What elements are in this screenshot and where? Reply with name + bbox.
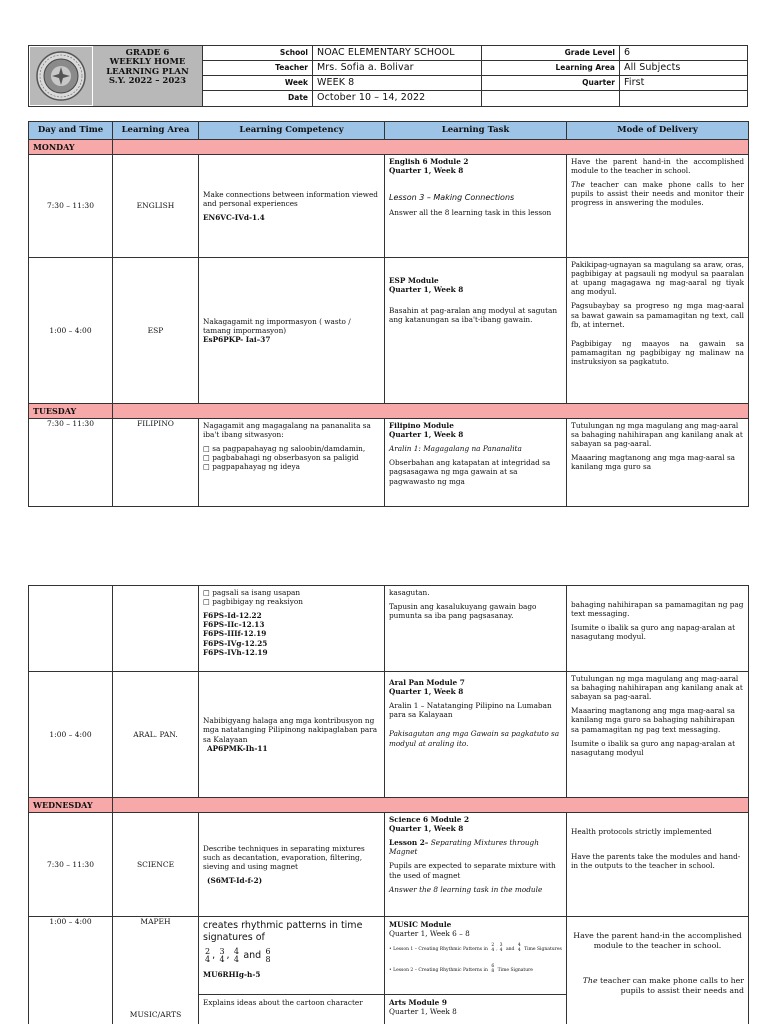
mode-text: Health protocols strictly implemented xyxy=(571,827,712,836)
task-lesson: Lesson 3 – Making Connections xyxy=(389,193,515,203)
lesson-text: Lesson 1 – Creating Rhythmic Patterns in xyxy=(393,947,488,953)
mode-text xyxy=(571,180,744,207)
mode-cell xyxy=(567,155,749,258)
date-value: October 10 – 14, 2022 xyxy=(313,91,482,106)
plan-line: WEEKLY HOME xyxy=(109,57,186,68)
task-cell xyxy=(385,419,567,507)
col-learning-task: Learning Task xyxy=(385,122,567,140)
competency-code: (S6MT-Id-f-2) xyxy=(207,876,263,886)
competency-text: Explains ideas about the cartoon character xyxy=(203,998,363,1007)
task-text: Obserbahan ang katapatan at integridad sa pagsasagawa ng mga gawain at sa pagwawasto ng mga xyxy=(389,458,551,486)
mode-text: Have the parent hand-in the accomplished module to the teacher in school. xyxy=(571,157,744,176)
competency-code: EN6VC-IVd-1.4 xyxy=(203,213,265,223)
time-cell: 7:30 – 11:30 xyxy=(29,813,113,917)
sig-top: 6 xyxy=(265,946,271,956)
table-row xyxy=(29,419,749,507)
area-label-2: MUSIC/ARTS xyxy=(129,1010,182,1020)
mode-text: Maaaring magtanong ang mga mag-aaral sa kanilang mga guro sa bahaging nahihirapan sa pamamagitan ng pag text messaging. xyxy=(571,706,736,734)
mode-text: Have the parent hand-in the accomplished module to the teacher in school. xyxy=(573,931,742,950)
task-subtitle: Quarter 1, Week 8 xyxy=(389,430,464,440)
task-cell xyxy=(385,813,567,917)
table-row xyxy=(29,586,749,672)
sig-top: 2 xyxy=(205,946,211,956)
mode-text: Pakikipag-ugnayan sa magulang sa araw, oras, pagbibigay at pagsauli ng modyul sa paaralan at upang magagawa ng mag-aaral ng tiyak ang modyul. xyxy=(571,260,744,297)
competency-text: Describe techniques in separating mixtures such as decantation, evaporation, filtering, sieving and using magnet xyxy=(203,843,365,871)
quarter-label: Quarter xyxy=(482,76,620,91)
area-value: All Subjects xyxy=(620,61,747,76)
competency-cell xyxy=(199,258,385,404)
mode-cell xyxy=(567,813,749,917)
time-signatures: 2 4 , 3 4 , 4 4 and 6 8 xyxy=(205,946,271,964)
mode-text: Isumite o ibalik sa guro ang napag-aralan at nasagutang modyul xyxy=(571,738,736,757)
mode-text: Isumite o ibalik sa guro ang napag-aralan at nasagutang modyul. xyxy=(571,623,736,642)
task-text: Pakisagutan ang mga Gawain sa pagkatuto sa modyul at araling ito. xyxy=(389,729,560,748)
mode-text: Have the parents take the modules and hand-in the outputs to the teacher in school. xyxy=(571,852,741,871)
plan-table-page-2 xyxy=(28,585,749,1024)
day-label: TUESDAY xyxy=(29,404,113,419)
task-subtitle: Quarter 1, Week 6 – 8 xyxy=(389,929,470,939)
sig-top: 4 xyxy=(233,946,239,956)
mode-cell xyxy=(567,586,749,672)
day-band xyxy=(113,798,749,813)
music-competency xyxy=(199,917,384,995)
plan-line: GRADE 6 xyxy=(125,48,170,58)
competency-text: Nabibigyang halaga ang mga kontribusyon ng mga natatanging Pilipinong nakipaglaban para sa Kalayaan xyxy=(203,716,378,744)
day-label: WEDNESDAY xyxy=(29,798,113,813)
sig-top: 4 xyxy=(517,943,521,949)
sig-top: 3 xyxy=(499,943,503,949)
day-row-monday xyxy=(29,140,749,155)
time-signature xyxy=(266,948,271,964)
time-cell: 1:00 – 4:00 xyxy=(29,672,113,798)
mode-text: Pagsubaybay sa progreso ng mga mag-aaral sa bawat gawain sa pamamagitan ng text, call fb, at internet. xyxy=(571,301,744,329)
day-band xyxy=(113,404,749,419)
mode-text-italic: The xyxy=(582,976,598,986)
area-cell: ESP xyxy=(113,258,199,404)
date-label: Date xyxy=(203,91,313,106)
grade-value: 6 xyxy=(620,46,747,61)
mode-text-rest: teacher can make phone calls to her pupils to assist their needs and xyxy=(597,976,744,996)
competency-code: F6PS-IIIf-12.19 xyxy=(203,629,267,639)
time-signature xyxy=(491,965,494,974)
col-day-time: Day and Time xyxy=(29,122,113,140)
area-cell xyxy=(113,917,199,1024)
task-title: English 6 Module 2 xyxy=(389,157,469,166)
table-row xyxy=(29,258,749,404)
area-cell: FILIPINO xyxy=(113,419,199,507)
competency-cell xyxy=(199,419,385,507)
plan-table-page-1 xyxy=(28,121,749,507)
task-subtitle: Quarter 1, Week 8 xyxy=(389,166,464,176)
mode-text: bahaging nahihirapan sa pamamagitan ng pag text messaging. xyxy=(571,600,744,619)
lesson-text: Lesson 2 – Creating Rhythmic Patterns in xyxy=(393,968,488,974)
task-text: Tapusin ang kasalukuyang gawain bago pumunta sa iba pang pagsasanay. xyxy=(389,602,537,621)
time-cell: 7:30 – 11:30 xyxy=(29,419,113,507)
time-signature xyxy=(205,948,210,964)
task-title: Aral Pan Module 7 xyxy=(389,678,465,687)
competency-item-text: pagsali sa isang usapan xyxy=(212,588,301,597)
quarter-value: First xyxy=(620,76,747,91)
area-cell xyxy=(113,586,199,672)
blank-value xyxy=(620,91,747,106)
competency-item: □ pagpapahayag ng ideya xyxy=(203,462,300,472)
competency-code: F6PS-IIc-12.13 xyxy=(203,620,265,630)
sig-and: and xyxy=(243,949,262,961)
task-cell xyxy=(385,258,567,404)
mode-text: Tutulungan ng mga magulang ang mag-aaral sa bahaging nahihirapan ang kanilang anak at sabayan sa pag-aaral. xyxy=(571,421,743,449)
teacher-label: Teacher xyxy=(203,61,313,76)
mode-text: Pagbibigay ng maayos na gawain sa pamamagitan ng pagbibigay ng malinaw na instruksiyon sa pagkatuto. xyxy=(571,338,744,366)
teacher-value: Mrs. Sofia a. Bolivar xyxy=(313,61,482,76)
mode-text-rest: teacher can make phone calls to her pupils to assist their needs and monitor their progress in answering the modules. xyxy=(571,180,744,208)
plan-line: S.Y. 2022 – 2023 xyxy=(108,76,187,87)
sig-top: 2 xyxy=(491,943,495,949)
area-label: Learning Area xyxy=(482,61,620,76)
time-signature xyxy=(518,944,521,953)
sig-bottom: 8 xyxy=(265,954,271,964)
task-subtitle: Quarter 1, Week 8 xyxy=(389,1007,457,1017)
mode-cell xyxy=(567,917,749,1024)
task-text: Pupils are expected to separate mixture with the used of magnet xyxy=(389,861,556,880)
competency-item-text: pagbabahagi ng obserbasyon sa paligid xyxy=(212,453,359,463)
area-cell: SCIENCE xyxy=(113,813,199,917)
competency-text: Nakagagamit ng impormasyon ( wasto / tamang impormasyon) xyxy=(203,316,351,335)
task-lesson-number: Lesson 2– xyxy=(389,838,429,848)
task-subtitle: Quarter 1, Week 8 xyxy=(389,285,464,295)
music-lesson-1: • Lesson 1 – Creating Rhythmic Patterns in 2 4 , 3 4 and 4 4 Time Signatures xyxy=(389,943,562,953)
task-subtitle: Quarter 1, Week 8 xyxy=(389,824,464,834)
competency-item: □ pagsali sa isang usapan xyxy=(203,588,301,597)
col-learning-area: Learning Area xyxy=(113,122,199,140)
task-title: MUSIC Module xyxy=(389,920,452,929)
sig-bottom: 4 xyxy=(205,954,211,964)
deped-seal-icon xyxy=(35,50,87,102)
time-cell: 1:00 – 4:00 xyxy=(29,258,113,404)
competency-code: F6PS-Id-12.22 xyxy=(203,611,262,621)
day-band xyxy=(113,140,749,155)
table-row xyxy=(29,813,749,917)
competency-cell xyxy=(199,672,385,798)
music-lesson-2: • Lesson 2 – Creating Rhythmic Patterns in 6 8 Time Signature xyxy=(389,964,533,974)
task-text: Answer the 8 learning task in the module xyxy=(389,884,543,894)
table-row xyxy=(29,672,749,798)
task-lesson xyxy=(389,838,562,856)
competency-code: EsP6PKP- Iai–37 xyxy=(203,335,271,345)
time-signature xyxy=(491,944,494,953)
sig-bottom: 4 xyxy=(491,947,495,953)
task-cell xyxy=(385,917,567,1024)
task-title: ESP Module xyxy=(389,276,439,285)
competency-text: Nagagamit ang magagalang na pananalita sa iba't ibang sitwasyon: xyxy=(203,421,371,440)
competency-text: Make connections between information viewed and personal experiences xyxy=(203,189,378,208)
mode-cell xyxy=(567,672,749,798)
task-lesson-title: Separating Mixtures through Magnet xyxy=(389,838,539,857)
mode-text: Maaaring magtanong ang mga mag-aaral sa kanilang mga guro sa xyxy=(571,453,736,472)
competency-item: □ pagbibigay ng reaksiyon xyxy=(203,597,303,607)
sig-bottom: 4 xyxy=(499,947,503,953)
competency-item-text: pagbibigay ng reaksiyon xyxy=(212,597,303,607)
blank-label xyxy=(482,91,620,106)
task-cell xyxy=(385,586,567,672)
task-cell xyxy=(385,155,567,258)
competency-item: □ pagbabahagi ng obserbasyon sa paligid xyxy=(203,453,359,463)
table-row xyxy=(29,917,749,1024)
plan-title xyxy=(93,46,203,106)
time-signature xyxy=(219,948,224,964)
document-page-2 xyxy=(0,585,768,1024)
table-row xyxy=(29,155,749,258)
mode-text: Tutulungan ng mga magulang ang mag-aaral sa bahaging nahihirapan ang kanilang anak at sabayan sa pag-aaral. xyxy=(571,674,743,702)
school-value: NOAC ELEMENTARY SCHOOL xyxy=(313,46,482,61)
time-cell xyxy=(29,586,113,672)
school-label: School xyxy=(203,46,313,61)
mode-cell xyxy=(567,258,749,404)
area-label: MAPEH xyxy=(140,917,171,926)
col-mode-of-delivery: Mode of Delivery xyxy=(567,122,749,140)
lesson-end: Time Signatures xyxy=(524,947,562,953)
plan-line: LEARNING PLAN xyxy=(106,66,189,77)
time-cell: 1:00 – 4:00 xyxy=(29,917,113,1024)
area-cell: ARAL. PAN. xyxy=(113,672,199,798)
competency-text: creates rhythmic patterns in time signatures of xyxy=(203,920,363,943)
time-signature xyxy=(234,948,239,964)
sig-top: 3 xyxy=(219,946,225,956)
arts-task xyxy=(385,995,566,1019)
competency-item-text: sa pagpapahayag ng saloobin/damdamin, xyxy=(212,444,366,454)
sig-top: 6 xyxy=(491,964,495,970)
competency-code: F6PS-IVg-12.25 xyxy=(203,638,268,648)
task-title: Science 6 Module 2 xyxy=(389,815,470,824)
sig-bottom: 4 xyxy=(233,954,239,964)
grade-label: Grade Level xyxy=(482,46,620,61)
table-header-row xyxy=(29,122,749,140)
plan-header xyxy=(28,45,748,107)
competency-cell xyxy=(199,586,385,672)
music-task xyxy=(385,917,566,995)
competency-code: F6PS-IVh-12.19 xyxy=(203,647,268,657)
task-lesson: Aralin 1: Magagalang na Pananalita xyxy=(389,444,522,454)
task-title: Arts Module 9 xyxy=(389,998,447,1007)
competency-cell xyxy=(199,917,385,1024)
competency-code: MU6RHIg-h-5 xyxy=(203,969,261,979)
task-cell xyxy=(385,672,567,798)
mode-text-italic: The xyxy=(571,180,585,190)
competency-item: □ sa pagpapahayag ng saloobin/damdamin, xyxy=(203,444,366,454)
task-lesson: Aralin 1 – Natatanging Pilipino na Lumaban para sa Kalayaan xyxy=(389,701,552,720)
competency-code: AP6PMK-Ih-11 xyxy=(207,743,268,753)
col-learning-competency: Learning Competency xyxy=(199,122,385,140)
week-value: WEEK 8 xyxy=(313,76,482,91)
lesson-and: and xyxy=(505,947,515,953)
day-label: MONDAY xyxy=(29,140,113,155)
time-signature xyxy=(500,944,503,953)
week-label: Week xyxy=(203,76,313,91)
time-cell: 7:30 – 11:30 xyxy=(29,155,113,258)
task-text: Basahin at pag-aralan ang modyul at sagutan ang katanungan sa iba't-ibang gawain. xyxy=(389,306,558,325)
lesson-end: Time Signature xyxy=(497,968,533,974)
task-title: Filipino Module xyxy=(389,421,454,430)
task-text: kasagutan. xyxy=(389,588,430,597)
competency-item-text: pagpapahayag ng ideya xyxy=(212,462,300,472)
sig-bottom: 8 xyxy=(491,968,495,974)
competency-cell xyxy=(199,813,385,917)
day-row-tuesday xyxy=(29,404,749,419)
area-cell: ENGLISH xyxy=(113,155,199,258)
task-text: Answer all the 8 learning task in this lesson xyxy=(389,208,552,218)
sig-bottom: 4 xyxy=(219,954,225,964)
sig-bottom: 4 xyxy=(517,947,521,953)
task-subtitle: Quarter 1, Week 8 xyxy=(389,687,464,697)
day-row-wednesday xyxy=(29,798,749,813)
mode-cell xyxy=(567,419,749,507)
competency-cell xyxy=(199,155,385,258)
deped-seal xyxy=(30,47,92,105)
